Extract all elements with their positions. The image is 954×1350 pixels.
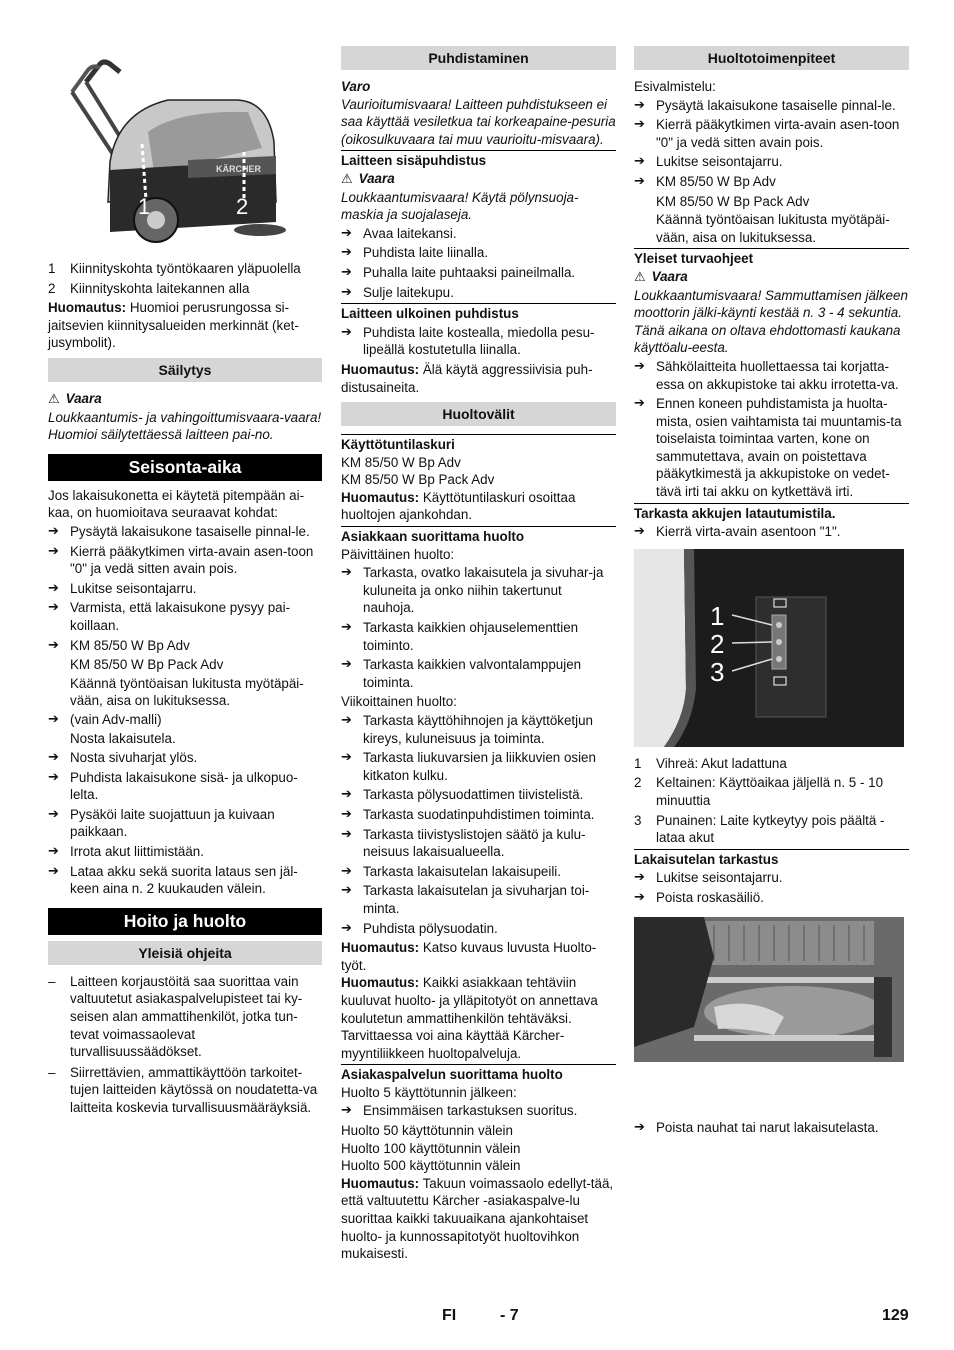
subheading-ulkoinen-puhdistus: Laitteen ulkoinen puhdistus bbox=[341, 303, 616, 323]
step-item: ➔ Tarkasta lakaisutelan lakaisupeili. bbox=[341, 863, 616, 881]
legend-number: 2 bbox=[48, 280, 56, 296]
legend-item bbox=[634, 812, 909, 847]
step-item: ➔ Tarkasta liukuvarsien ja liikkuvien osien kitkaton kulku. bbox=[341, 749, 616, 784]
intro-text: Jos lakaisukonetta ei käytetä pitempään ai-kaa, on huomioitava seuraavat kohdat: bbox=[48, 487, 305, 521]
step-item: ➔ Tarkasta suodatinpuhdistimen toiminta. bbox=[341, 806, 616, 824]
warning-heading bbox=[48, 390, 322, 409]
step-item: ➔ Tarkasta lakaisutelan ja sivuharjan toi-minta. bbox=[341, 882, 616, 917]
section-heading-sailytys: Säilytys bbox=[48, 358, 322, 382]
step-item: ➔ Avaa laitekansi. bbox=[341, 225, 616, 243]
note-text: Huomioi perusrungossa si-jaitsevien kiinnitysalueiden merkinnät (ket-jusymbolit). bbox=[48, 300, 299, 351]
step-item: ➔ Tarkasta kaikkien ohjauselementtien toiminto. bbox=[341, 619, 616, 654]
subheading-lakaisutelan-tarkastus: Lakaisutelan tarkastus bbox=[634, 849, 909, 869]
step-item: ➔ Poista nauhat tai narut lakaisutelasta. bbox=[634, 1119, 909, 1137]
caution-text: Vaurioitumisvaara! Laitteen puhdistukseen ei saa käyttää vesiletkua tai korkeapaine-pesuria (oikosulkuvaara tai muu vaurioitu-misvaara). bbox=[341, 96, 616, 147]
note-text: Kaikki asiakkaan tehtäviin kuuluvat huolto- ja ylläpitotyöt on annettava koulutetun ammattihenkilön tehtäväksi. Tarvittaessa voi aina käyttää Kärcher-myyntiliikkeen huoltopalveluja. bbox=[341, 975, 598, 1061]
warning-text: Loukkaantumisvaara! Sammuttamisen jälkeen moottorin jälki-käynti kestää n. 3 - 4 sekuntia. Tänä aikana on oltava ehdottomasti kaukana käyttöalu-eesta. bbox=[634, 287, 908, 356]
legend-number: 1 bbox=[634, 755, 642, 771]
legend-number: 3 bbox=[634, 812, 642, 828]
subheading-kayttotuntilaskuri: Käyttötuntilaskuri bbox=[341, 434, 616, 454]
step-item: ➔ Tarkasta, ovatko lakaisutela ja sivuhar-ja kuluneita ja onko niihin takertunut nauhoja. bbox=[341, 564, 616, 617]
warning-text: Loukkaantumis- ja vahingoittumisvaara-vaara! Huomioi säilytettäessä laitteen pai-no. bbox=[48, 409, 322, 443]
legend-item bbox=[48, 280, 322, 298]
note bbox=[48, 299, 322, 352]
step-item: ➔ Pysäytä lakaisukone tasaiselle pinnal-le. bbox=[48, 523, 322, 541]
note bbox=[341, 939, 616, 974]
step-item: ➔ Irrota akut liittimistään. bbox=[48, 843, 322, 861]
warning-icon: ⚠ bbox=[634, 269, 646, 285]
step-item: ➔ Puhdista laite liinalla. bbox=[341, 244, 616, 262]
legend-text: Punainen: Laite kytkeytyy pois päältä - lataa akut bbox=[656, 812, 885, 846]
legend-text: Kiinnityskohta työntökaaren yläpuolella bbox=[70, 261, 301, 276]
legend-number: 2 bbox=[634, 775, 642, 791]
legend-number: 1 bbox=[48, 261, 56, 276]
step-detail: Käännä työntöaisan lukitusta myötäpäi-vään, aisa on lukituksessa. bbox=[656, 212, 890, 245]
note-text: Katso kuvaus luvusta Huolto-työt. bbox=[341, 940, 597, 973]
indicator-label-2: 2 bbox=[710, 628, 725, 659]
step-item: ➔ Kierrä virta-avain asentoon "1". bbox=[634, 523, 909, 541]
figure-label-2: 2 bbox=[236, 194, 249, 219]
brush-roller-illustration bbox=[634, 917, 904, 1077]
step-item: ➔ Kierrä pääkytkimen virta-avain asen-toon "0" ja vedä sitten avain pois. bbox=[634, 116, 909, 151]
legend-text: Keltainen: Käyttöaikaa jäljellä n. 5 - 10 minuuttia bbox=[656, 775, 884, 809]
brand-text: KÄRCHER bbox=[216, 164, 261, 174]
step-detail: KM 85/50 W Bp Pack Adv bbox=[70, 657, 224, 673]
battery-indicator-photo bbox=[634, 549, 909, 747]
column-left bbox=[48, 44, 322, 1120]
legend-item bbox=[634, 774, 909, 809]
subheading-sisapuhdistus: Laitteen sisäpuhdistus bbox=[341, 150, 616, 170]
step-item: ➔ Puhalla laite puhtaaksi paineilmalla. bbox=[341, 264, 616, 282]
step-item: ➔ Kierrä pääkytkimen virta-avain asen-toon "0" ja vedä sitten avain pois. bbox=[48, 543, 322, 578]
step-item: ➔ Poista roskasäiliö. bbox=[634, 889, 909, 907]
warning-label: Vaara bbox=[358, 170, 395, 186]
step-detail: Käännä työntöaisan lukitusta myötäpäi-vään, aisa on lukituksessa. bbox=[70, 675, 304, 709]
note-text: Käyttötuntilaskuri osoittaa huoltojen ajankohdan. bbox=[341, 489, 576, 523]
note-text: Älä käytä aggressiivisia puh-distusaineita. bbox=[341, 361, 593, 395]
sweeper-illustration bbox=[48, 52, 322, 252]
list-item: – Laitteen korjaustöitä saa suorittaa vain valtuutetut asiakaspalvelupisteet tai ky-seisen alan ammattihenkilöt, jotka tun-tevat voimassaolevat turvallisuussäädökset. bbox=[48, 973, 322, 1061]
note-text: Takuun voimassaolo edellyt-tää, että valtuutettu Kärcher -asiakaspalve-lu suorittaa kaikki takuuaikana ajankohtaiset huolto- ja kunnossapitotyöt huoltovihkon mukaisesti. bbox=[341, 1175, 614, 1262]
subheading-yleiset-turvaohjeet: Yleiset turvaohjeet bbox=[634, 248, 909, 268]
footer-page-label: - 7 bbox=[500, 1307, 519, 1324]
footer-page-number: 129 bbox=[882, 1307, 909, 1324]
step-item: ➔ Sulje laitekupu. bbox=[341, 284, 616, 302]
caution-label: Varo bbox=[341, 79, 371, 94]
step-item: ➔ Lukitse seisontajarru. bbox=[48, 580, 322, 598]
step-item: ➔ Puhdista lakaisukone sisä- ja ulkopuo-lelta. bbox=[48, 769, 322, 804]
warning-label: Vaara bbox=[651, 268, 688, 284]
step-item: ➔ Puhdista pölysuodatin. bbox=[341, 920, 616, 938]
legend-item bbox=[48, 260, 322, 278]
note-label: Huomautus: bbox=[341, 975, 420, 991]
note-label: Huomautus: bbox=[341, 489, 420, 505]
step-item: ➔ Pysäytä lakaisukone tasaiselle pinnal-le. bbox=[634, 97, 909, 115]
schedule-line: Huolto 50 käyttötunnin välein bbox=[341, 1123, 513, 1139]
schedule-line: Huolto 5 käyttötunnin jälkeen: bbox=[341, 1084, 517, 1100]
indicator-label-1: 1 bbox=[710, 600, 725, 631]
brush-roller-photo bbox=[634, 917, 909, 1077]
step-item: ➔ Sähkölaitteita huollettaessa tai korjatta-essa on akkupistoke tai akku irrotetta-va. bbox=[634, 358, 909, 393]
figure-label-1: 1 bbox=[138, 194, 151, 219]
note bbox=[341, 361, 616, 396]
warning-icon: ⚠ bbox=[341, 171, 353, 187]
note bbox=[341, 489, 616, 524]
step-item: ➔ KM 85/50 W Bp Adv bbox=[634, 173, 909, 191]
subheading-akkujen-latautumistila: Tarkasta akkujen latautumistila. bbox=[634, 503, 909, 523]
note-label: Huomautus: bbox=[341, 940, 420, 956]
step-item: ➔ Tarkasta käyttöhihnojen ja käyttöketjun kireys, kuluneisuus ja toiminta. bbox=[341, 712, 616, 747]
sweeper-figure bbox=[48, 52, 322, 252]
step-item: ➔ Tarkasta tiivistyslistojen säätö ja kulu-neisuus lakaisualueella. bbox=[341, 826, 616, 861]
model-line: KM 85/50 W Bp Adv bbox=[341, 454, 461, 470]
column-middle bbox=[341, 44, 616, 1263]
step-detail: Nosta lakaisutela. bbox=[70, 731, 176, 747]
subheading-asiakkaan-huolto: Asiakkaan suorittama huolto bbox=[341, 526, 616, 546]
step-item: ➔ Lukitse seisontajarru. bbox=[634, 869, 909, 887]
note-label: Huomautus: bbox=[341, 1175, 420, 1191]
step-item: ➔ Ensimmäisen tarkastuksen suoritus. bbox=[341, 1102, 616, 1120]
warning-label: Vaara bbox=[65, 390, 102, 406]
step-item: ➔ Lukitse seisontajarru. bbox=[634, 153, 909, 171]
note-label: Huomautus: bbox=[341, 361, 420, 377]
warning-heading bbox=[341, 170, 616, 189]
schedule-label: Viikoittainen huolto: bbox=[341, 694, 457, 710]
schedule-label: Päivittäinen huolto: bbox=[341, 546, 455, 562]
step-item: ➔ Puhdista laite kostealla, miedolla pesu-lipeällä kostutetulla liinalla. bbox=[341, 324, 616, 359]
note-label: Huomautus: bbox=[48, 300, 127, 316]
indicator-label-3: 3 bbox=[710, 656, 725, 687]
section-heading-huoltotoimenpiteet: Huoltotoimenpiteet bbox=[634, 46, 909, 70]
list-item: – Siirrettävien, ammattikäyttöön tarkoitet-tujen laitteiden käytössä on noudatetta-va laitteita koskevia turvallisuusmääräyksiä. bbox=[48, 1064, 322, 1117]
schedule-line: Huolto 100 käyttötunnin välein bbox=[341, 1140, 521, 1156]
prep-label: Esivalmistelu: bbox=[634, 79, 716, 94]
warning-text: Loukkaantumisvaara! Käytä pölynsuoja-maskia ja suojalaseja. bbox=[341, 189, 579, 223]
step-item: ➔ KM 85/50 W Bp Adv bbox=[48, 637, 322, 655]
chapter-heading-seisonta-aika: Seisonta-aika bbox=[48, 454, 322, 481]
step-item: ➔ (vain Adv-malli) bbox=[48, 711, 322, 729]
model-line: KM 85/50 W Bp Pack Adv bbox=[341, 472, 495, 488]
step-item: ➔ Lataa akku sekä suorita lataus sen jäl-keen aina n. 2 kuukauden välein. bbox=[48, 863, 322, 898]
section-heading-puhdistaminen: Puhdistaminen bbox=[341, 46, 616, 70]
legend-text: Vihreä: Akut ladattuna bbox=[656, 755, 787, 771]
warning-heading bbox=[634, 268, 909, 287]
step-item: ➔ Varmista, että lakaisukone pysyy pai-koillaan. bbox=[48, 599, 322, 634]
schedule-line: Huolto 500 käyttötunnin välein bbox=[341, 1158, 521, 1174]
step-item: ➔ Ennen koneen puhdistamista ja huolta-mista, osien vaihtamista tai muuntamis-ta toiselaista toimintaa varten, kone on sammutettava, avain on poistettava pääkytkimestä ja akkupistoke on vedet-tävä irti tai akku on kytkettävä irti. bbox=[634, 395, 909, 501]
footer-language: FI bbox=[442, 1307, 457, 1324]
warning-icon: ⚠ bbox=[48, 391, 60, 407]
legend-item bbox=[634, 755, 909, 773]
step-detail: KM 85/50 W Bp Pack Adv bbox=[656, 193, 810, 209]
note bbox=[341, 1175, 616, 1263]
section-heading-huoltovalit: Huoltovälit bbox=[341, 402, 616, 426]
section-heading-yleisia-ohjeita: Yleisiä ohjeita bbox=[48, 941, 322, 965]
step-item: ➔ Tarkasta pölysuodattimen tiivistelistä. bbox=[341, 786, 616, 804]
step-item: ➔ Nosta sivuharjat ylös. bbox=[48, 749, 322, 767]
legend-text: Kiinnityskohta laitekannen alla bbox=[70, 280, 250, 296]
column-right bbox=[634, 44, 909, 1138]
note bbox=[341, 974, 616, 1062]
battery-indicator-illustration bbox=[634, 549, 904, 747]
step-item: ➔ Pysäköi laite suojattuun ja kuivaan paikkaan. bbox=[48, 806, 322, 841]
subheading-asiakaspalvelun-huolto: Asiakaspalvelun suorittama huolto bbox=[341, 1064, 616, 1084]
step-item: ➔ Tarkasta kaikkien valvontalamppujen toiminta. bbox=[341, 656, 616, 691]
chapter-heading-hoito-ja-huolto: Hoito ja huolto bbox=[48, 908, 322, 935]
